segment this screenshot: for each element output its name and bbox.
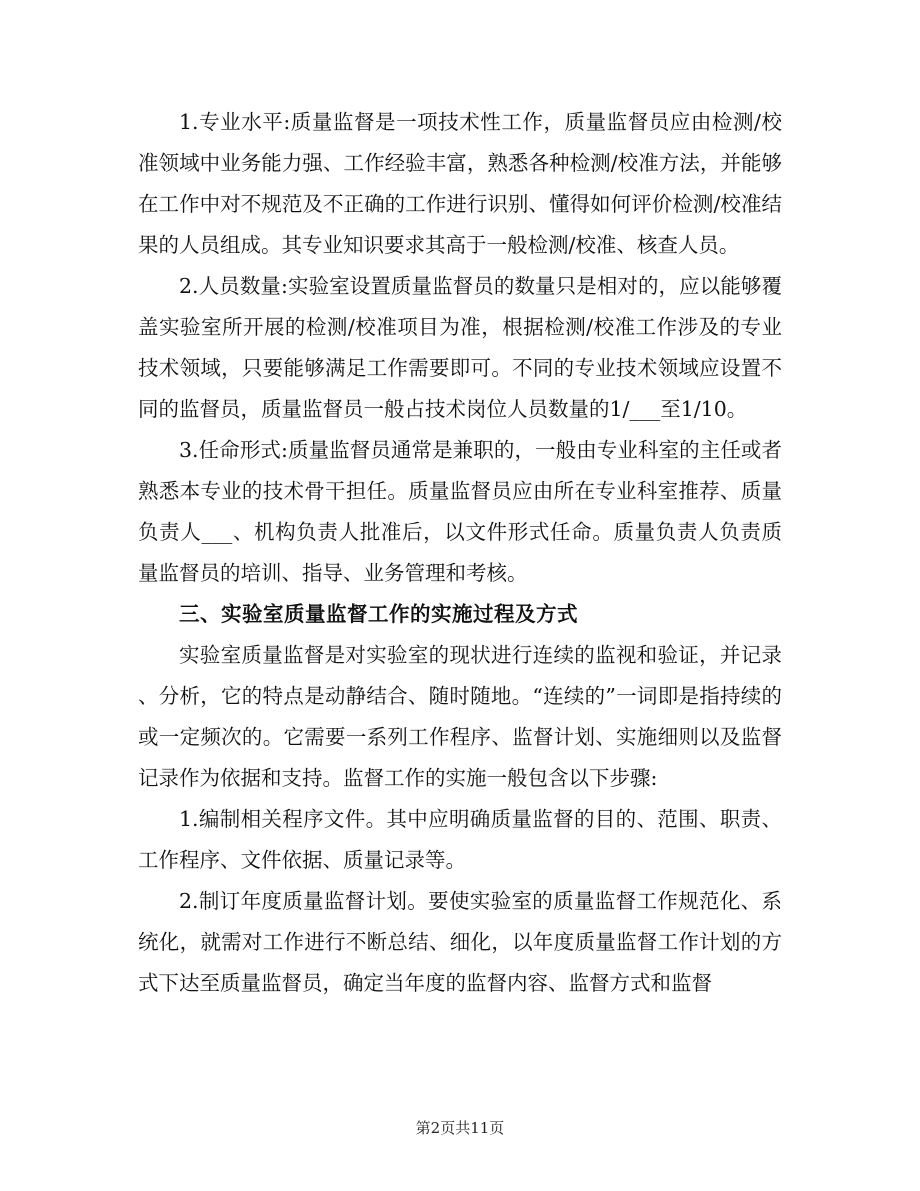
document-body xyxy=(138,102,782,1004)
paragraph-appointment-form: 3.任命形式:质量监督员通常是兼职的，一般由专业科室的主任或者熟悉本专业的技术骨干担任。质量监督员应由所在专业科室推荐、质量负责人___、机构负责人批准后，以文件形式任命。质量负责人负责质量监督员的培训、指导、业务管理和考核。 xyxy=(138,438,782,585)
paragraph-staff-count: 2.人员数量:实验室设置质量监督员的数量只是相对的，应以能够覆盖实验室所开展的检测/校准项目为准，根据检测/校准工作涉及的专业技术领域，只要能够满足工作需要即可。不同的专业技术领域应设置不同的监督员，质量监督员一般占技术岗位人员数量的1/___至1/10。 xyxy=(138,274,782,421)
page-number-footer: 第2页共11页 xyxy=(415,1119,505,1137)
section-heading: 三、实验室质量监督工作的实施过程及方式 xyxy=(179,602,578,626)
paragraph-supervision-overview: 实验室质量监督是对实验室的现状进行连续的监视和验证，并记录、分析，它的特点是动静结合、随时随地。“连续的”一词即是指持续的或一定频次的。它需要一系列工作程序、监督计划、实施细则以及监督记录作为依据和支持。监督工作的实施一般包含以下步骤: xyxy=(138,643,782,790)
paragraph-step-procedure-docs: 1.编制相关程序文件。其中应明确质量监督的目的、范围、职责、工作程序、文件依据、质量记录等。 xyxy=(138,807,782,872)
paragraph-professional-level: 1.专业水平:质量监督是一项技术性工作，质量监督员应由检测/校准领域中业务能力强、工作经验丰富，熟悉各种检测/校准方法，并能够在工作中对不规范及不正确的工作进行识别、懂得如何评价检测/校准结果的人员组成。其专业知识要求其高于一般检测/校准、核查人员。 xyxy=(138,110,782,257)
paragraph-step-annual-plan: 2.制订年度质量监督计划。要使实验室的质量监督工作规范化、系统化，就需对工作进行不断总结、细化，以年度质量监督工作计划的方式下达至质量监督员，确定当年度的监督内容、监督方式和监督 xyxy=(138,889,782,995)
